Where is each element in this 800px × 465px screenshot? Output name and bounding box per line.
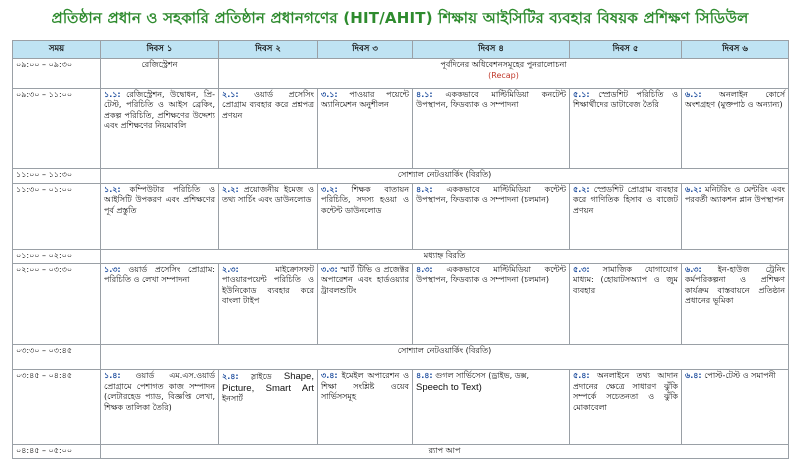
table-row (13, 183, 789, 249)
session-cell (101, 183, 219, 249)
session-number: ৫.১: (573, 89, 590, 99)
time-cell: ০৩:৩০ – ০৩:৪৫ (13, 344, 101, 369)
session-number: ৬.৪: (685, 371, 702, 381)
break-cell: সোশ্যাল নেটওয়ার্কিং (বিরতি) (101, 344, 789, 369)
session-number: ২.৩: (222, 264, 239, 274)
session-cell (101, 370, 219, 444)
session-cell (413, 370, 570, 444)
session-cell (570, 183, 682, 249)
session-number: ৪.৩: (416, 264, 433, 274)
session-number: ৬.২: (685, 184, 702, 194)
session-text: প্রয়োজনীয় ইমেজ ও তথ্য সার্চিং এবং ডাউনলোড (222, 184, 314, 205)
header-day-2: দিবস ২ (219, 41, 318, 59)
session-cell (570, 263, 682, 344)
session-text: স্লাইডে (250, 372, 272, 382)
session-cell (413, 183, 570, 249)
table-row (13, 370, 789, 444)
session-number: ৪.৪: (416, 371, 433, 381)
session-number: ৬.১: (685, 89, 702, 99)
header-day-1: দিবস ১ (101, 41, 219, 59)
session-text: এককভাবে মাল্টিমিডিয়া কন্টেন্ট উপস্থাপন, ফিডব্যাক ও সম্পাদনা (চলমান) (416, 184, 566, 205)
recap-text: পূর্বদিনের অধিবেশনসমূহের পুনরালোচনা (440, 60, 567, 69)
session-number: ১.২: (104, 184, 121, 194)
session-number: ৪.২: (416, 184, 433, 194)
time-cell: ১১:০০ – ১১:৩০ (13, 169, 101, 183)
session-text: মনিটরিং ও মেন্টরিং এবং পরবর্তী অ্যাকশন প্লান উপস্থাপন (685, 184, 785, 205)
recap-label: (Recap) (488, 70, 519, 80)
session-number: ১.৪: (104, 371, 121, 381)
session-cell (219, 370, 318, 444)
session-text: পোস্ট-টেস্ট ও সমাপনী (704, 371, 776, 381)
session-cell (318, 263, 413, 344)
session-text-english: Speech to Text) (416, 381, 482, 393)
session-number: ৫.২: (573, 184, 590, 194)
session-number: ৪.১: (416, 89, 433, 99)
session-number: ৩.২: (321, 184, 338, 194)
session-number: ২.২: (222, 184, 239, 194)
session-cell (570, 370, 682, 444)
session-number: ২.৪: (222, 372, 239, 382)
session-cell (101, 263, 219, 344)
session-text: ইমেইল অপারেশন ও শিক্ষা সংশ্লিষ্ট ওয়েব সার্ভিসসমূহ (321, 371, 410, 402)
session-text: স্মার্ট টিভি ও প্রজেক্টর অপারেশন এবং হার্ডওয়্যার ট্রাবলশুটিং (321, 264, 409, 295)
table-row (13, 444, 789, 458)
session-number: ৩.৩: (321, 264, 338, 274)
session-cell (570, 88, 682, 169)
break-cell: সোশ্যাল নেটওয়ার্কিং (বিরতি) (101, 169, 789, 183)
session-number: ৫.৪: (573, 371, 590, 381)
session-text: মাইক্রোসফট পাওয়ারপয়েন্ট পরিচিতি ও ইউনিকোড ব্যবহার করে বাংলা টাইপ (222, 264, 314, 306)
session-text: সামাজিক যোগাযোগ মাধ্যম: (হোয়াটসঅ্যাপ ও জুম ব্যবহার (573, 264, 679, 295)
session-number: ১.৩: (104, 264, 121, 274)
time-cell: ০৪:৪৫ – ০৫:০০ (13, 444, 101, 458)
session-number: ৩.১: (321, 89, 338, 99)
session-cell (413, 88, 570, 169)
session-text: শিক্ষক বাতায়ন পরিচিতি, সদস্য হওয়া ও কন্টেন্ট ডাউনলোড (321, 184, 409, 215)
session-cell (318, 183, 413, 249)
table-row (13, 169, 789, 183)
time-cell: ০১:০০ – ০২:০০ (13, 249, 101, 263)
time-cell: ০৯:০০ – ০৯:৩০ (13, 59, 101, 89)
session-cell (682, 263, 789, 344)
session-cell (219, 183, 318, 249)
session-number: ৩.৪: (321, 371, 338, 381)
page-title: প্রতিষ্ঠান প্রধান ও সহকারি প্রতিষ্ঠান প্রধানগণের (HIT/AHIT) শিক্ষায় আইসিটির ব্যবহার বিষয়ক প্রশিক্ষণ সিডিউল (51, 9, 749, 27)
table-row (13, 249, 789, 263)
table-row (13, 263, 789, 344)
session-text: এককভাবে মাল্টিমিডিয়া কনটেন্ট উপস্থাপন, ফিডব্যাক ও সম্পাদনা (416, 89, 566, 110)
header-day-6: দিবস ৬ (682, 41, 789, 59)
session-text: ওয়ার্ড প্রসেসিং প্রোগ্রাম ব্যবহার করে প্রশ্নপত্র প্রণয়ন (222, 89, 314, 120)
session-number: ৬.৩: (685, 264, 702, 274)
session-cell (682, 88, 789, 169)
time-cell: ০৯:৩০ – ১১:০০ (13, 88, 101, 169)
session-text: ওয়ার্ড এম.এস.ওয়ার্ড প্রোগ্রামে পেশাগত কাজ সম্পাদন (লেটারহেড প্যাড, বিজ্ঞপ্তি লেখা, শিক্ষক তালিকা তৈরি) (104, 371, 215, 412)
session-text: অনলাইনে তথ্য আদান প্রদানের ক্ষেত্রে সাধারণ ঝুঁকি সম্পর্কে সচেতনতা ও ঝুঁকি মোকাবেলা (573, 371, 678, 412)
session-text: অনলাইন কোর্সে অংশগ্রহণ (মুক্তপাঠ ও অন্যান্য) (685, 89, 785, 110)
header-day-5: দিবস ৫ (570, 41, 682, 59)
session-text: ইন-হাউজ ট্রেনিং কর্মপরিকল্পনা ও প্রশিক্ষণ কার্যক্রম বাস্তবায়নে প্রতিষ্ঠান প্রধানের ভূমিকা (685, 264, 785, 306)
session-text: কম্পিউটার পরিচিতি ও আইসিটি উপকরণ এবং প্রশিক্ষণের পূর্ব প্রস্তুতি (104, 184, 215, 215)
session-cell (318, 88, 413, 169)
table-row (13, 88, 789, 169)
session-cell (682, 370, 789, 444)
session-text-english: Shape, Picture, Smart Art (222, 371, 314, 394)
session-number: ১.১: (104, 89, 121, 99)
header-row (13, 41, 789, 59)
header-time: সময় (13, 41, 101, 59)
session-cell (101, 88, 219, 169)
time-cell: ০২:০০ – ০৩:৩০ (13, 263, 101, 344)
session-text: ইনসার্ট (222, 394, 243, 404)
session-cell (682, 183, 789, 249)
table-row (13, 59, 789, 89)
session-text: গুগল সার্ভিসেস (ড্রাইভ, ডক্স, (435, 371, 530, 381)
session-number: ২.১: (222, 89, 239, 99)
header-day-4: দিবস ৪ (413, 41, 570, 59)
schedule-table (12, 40, 789, 459)
session-text: ওয়ার্ড প্রসেসিং প্রোগ্রাম: পরিচিতি ও লেখা সম্পাদনা (104, 264, 216, 285)
session-cell (219, 263, 318, 344)
session-cell (318, 370, 413, 444)
recap-cell (219, 59, 789, 89)
session-text: এককভাবে মাল্টিমিডিয়া কন্টেন্ট উপস্থাপন, ফিডব্যাক ও সম্পাদনা (চলমান) (416, 264, 566, 285)
session-text: স্প্রেডশিট পরিচিতি ও শিক্ষার্থীদের ডাটাবেজ তৈরি (573, 89, 679, 110)
session-cell (413, 263, 570, 344)
header-day-3: দিবস ৩ (318, 41, 413, 59)
session-text: পাওয়ার পয়েন্টে অ্যানিমেশন অনুশীলন (321, 89, 410, 110)
session-number: ৫.৩: (573, 264, 590, 274)
break-cell: র‍্যাপ আপ (101, 444, 789, 458)
time-cell: ০৩:৪৫ – ০৪:৪৫ (13, 370, 101, 444)
time-cell: ১১:৩০ – ০১:০০ (13, 183, 101, 249)
session-text: রেজিস্ট্রেশন, উদ্বোধন, প্রি-টেস্ট, পরিচিতি ও আইস ব্রেকিং, প্রকল্প পরিচিতি, প্রশিক্ষণের উদ্দেশ্য এবং প্রশিক্ষণের নিয়মাবলি (104, 89, 215, 131)
registration-cell: রেজিস্ট্রেশন (101, 59, 219, 89)
session-cell (219, 88, 318, 169)
session-text: স্প্রেডশিট প্রোগ্রাম ব্যবহার করে গাণিতিক হিসাব ও বাজেট প্রণয়ন (573, 184, 678, 215)
break-cell: মধ্যাহ্ন বিরতি (101, 249, 789, 263)
table-row (13, 344, 789, 369)
